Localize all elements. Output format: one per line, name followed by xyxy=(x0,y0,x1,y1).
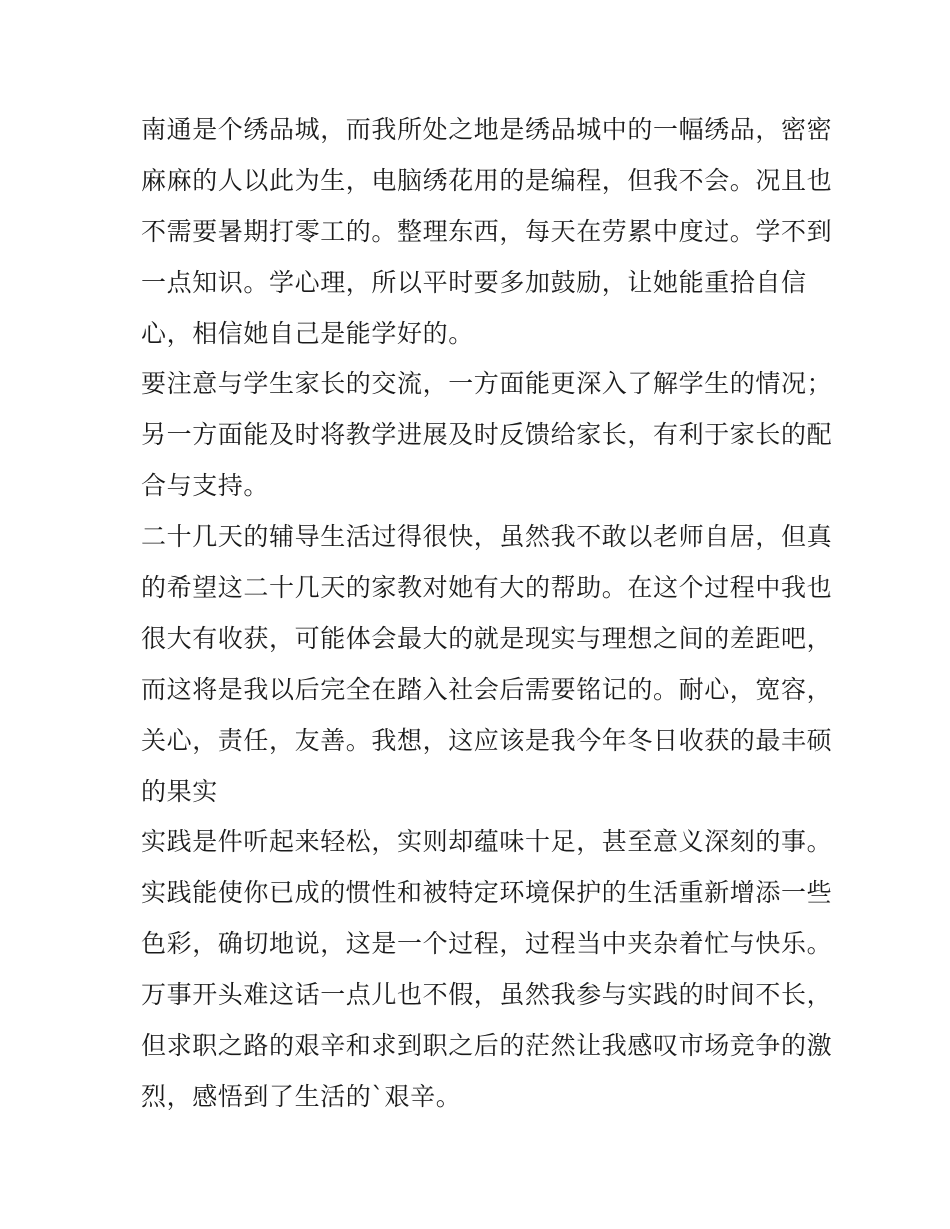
text-line: 色彩，确切地说，这是一个过程，过程当中夹杂着忙与快乐。 xyxy=(141,929,833,959)
text-line: 二十几天的辅导生活过得很快，虽然我不敢以老师自居，但真 xyxy=(141,522,833,552)
text-line: 而这将是我以后完全在踏入社会后需要铭记的。耐心，宽容， xyxy=(141,674,833,704)
text-line: 烈，感悟到了生活的`艰辛。 xyxy=(141,1081,462,1111)
text-line: 南通是个绣品城，而我所处之地是绣品城中的一幅绣品，密密 xyxy=(141,115,833,144)
text-line: 万事开头难这话一点儿也不假，虽然我参与实践的时间不长， xyxy=(141,980,833,1010)
text-line: 心，相信她自己是能学好的。 xyxy=(141,318,474,348)
text-line: 另一方面能及时将教学进展及时反馈给家长，有利于家长的配 xyxy=(141,420,833,450)
text-line: 很大有收获，可能体会最大的就是现实与理想之间的差距吧， xyxy=(141,623,833,653)
text-line: 不需要暑期打零工的。整理东西，每天在劳累中度过。学不到 xyxy=(141,216,833,246)
text-line: 要注意与学生家长的交流，一方面能更深入了解学生的情况； xyxy=(141,369,833,399)
text-line: 麻麻的人以此为生，电脑绣花用的是编程，但我不会。况且也 xyxy=(141,165,833,195)
text-line: 合与支持。 xyxy=(141,471,270,501)
text-line: 但求职之路的艰辛和求到职之后的茫然让我感叹市场竞争的激 xyxy=(141,1031,833,1061)
text-line: 一点知识。学心理，所以平时要多加鼓励，让她能重拾自信 xyxy=(141,267,807,297)
text-line: 的果实 xyxy=(141,776,218,806)
text-line: 实践是件听起来轻松，实则却蕴味十足，甚至意义深刻的事。 xyxy=(141,827,833,857)
document-body xyxy=(141,105,833,1123)
text-line: 关心，责任，友善。我想，这应该是我今年冬日收获的最丰硕 xyxy=(141,725,833,755)
text-line: 的希望这二十几天的家教对她有大的帮助。在这个过程中我也 xyxy=(141,573,833,603)
text-line: 实践能使你已成的惯性和被特定环境保护的生活重新增添一些 xyxy=(141,878,833,908)
